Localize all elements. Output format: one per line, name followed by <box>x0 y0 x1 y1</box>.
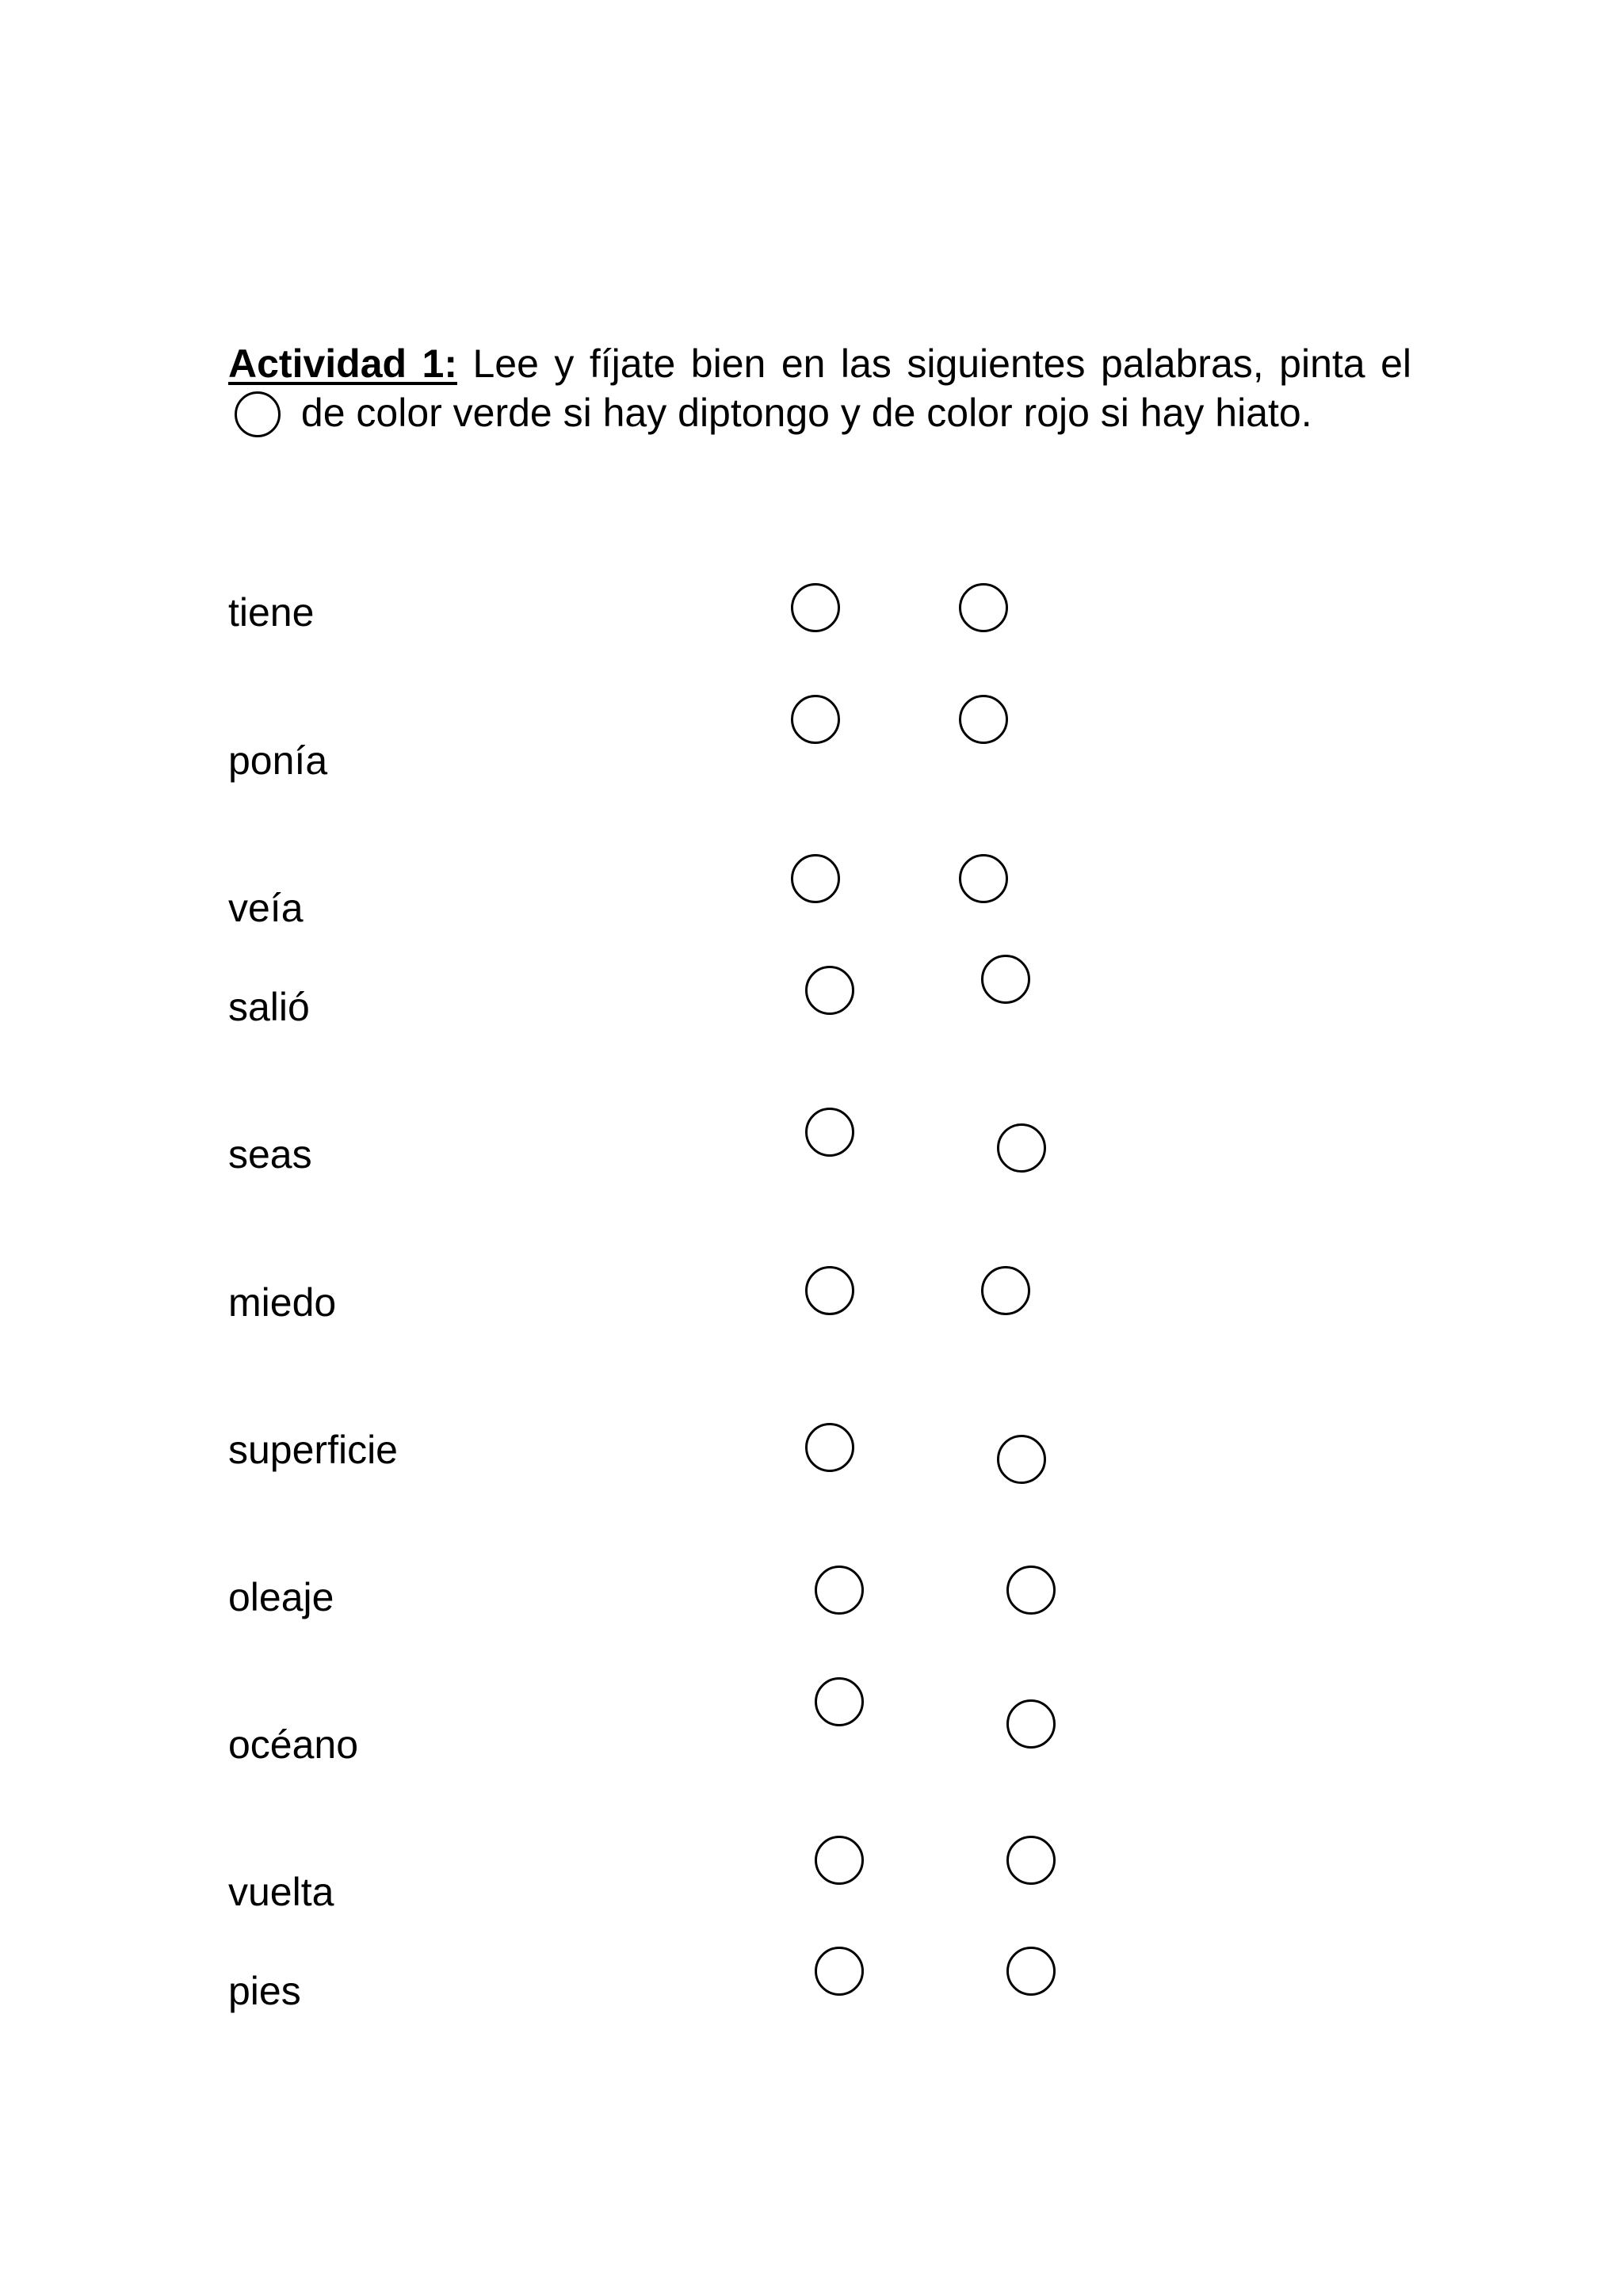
circle-hiato-oleaje[interactable] <box>1006 1566 1056 1615</box>
circle-hiato-miedo[interactable] <box>981 1266 1030 1315</box>
word-seas: seas <box>228 1132 312 1177</box>
circle-hiato-ponia[interactable] <box>959 695 1008 744</box>
instruction-text-after: de color verde si hay diptongo y de color rojo si hay hiato. <box>290 391 1312 435</box>
activity-title: Actividad 1: <box>228 341 457 386</box>
word-veia: veía <box>228 886 304 930</box>
circle-hiato-tiene[interactable] <box>959 583 1008 632</box>
circle-hiato-superficie[interactable] <box>997 1435 1046 1484</box>
circle-hiato-seas[interactable] <box>997 1123 1046 1173</box>
circle-diptongo-salio[interactable] <box>805 966 854 1015</box>
word-vuelta: vuelta <box>228 1870 334 1914</box>
activity-instructions <box>228 339 1411 437</box>
circle-diptongo-ponia[interactable] <box>791 695 840 744</box>
word-oceano: océano <box>228 1722 359 1767</box>
circle-icon <box>235 391 281 437</box>
circle-diptongo-vuelta[interactable] <box>815 1836 864 1885</box>
word-superficie: superficie <box>228 1428 398 1472</box>
word-ponia: ponía <box>228 738 328 783</box>
circle-diptongo-oceano[interactable] <box>815 1677 864 1726</box>
circle-diptongo-veia[interactable] <box>791 854 840 903</box>
circle-diptongo-miedo[interactable] <box>805 1266 854 1315</box>
circle-diptongo-superficie[interactable] <box>805 1423 854 1472</box>
instruction-text-before: Lee y fíjate bien en las siguientes palabras, pinta el <box>457 341 1411 386</box>
circle-diptongo-oleaje[interactable] <box>815 1566 864 1615</box>
circle-hiato-salio[interactable] <box>981 955 1030 1004</box>
circle-hiato-veia[interactable] <box>959 854 1008 903</box>
circle-diptongo-seas[interactable] <box>805 1108 854 1157</box>
word-pies: pies <box>228 1969 301 2013</box>
circle-hiato-pies[interactable] <box>1006 1947 1056 1996</box>
circle-hiato-vuelta[interactable] <box>1006 1836 1056 1885</box>
word-oleaje: oleaje <box>228 1575 334 1619</box>
circle-diptongo-pies[interactable] <box>815 1947 864 1996</box>
word-salio: salió <box>228 985 310 1029</box>
circle-hiato-oceano[interactable] <box>1006 1699 1056 1749</box>
word-tiene: tiene <box>228 590 315 635</box>
word-miedo: miedo <box>228 1280 337 1325</box>
circle-diptongo-tiene[interactable] <box>791 583 840 632</box>
